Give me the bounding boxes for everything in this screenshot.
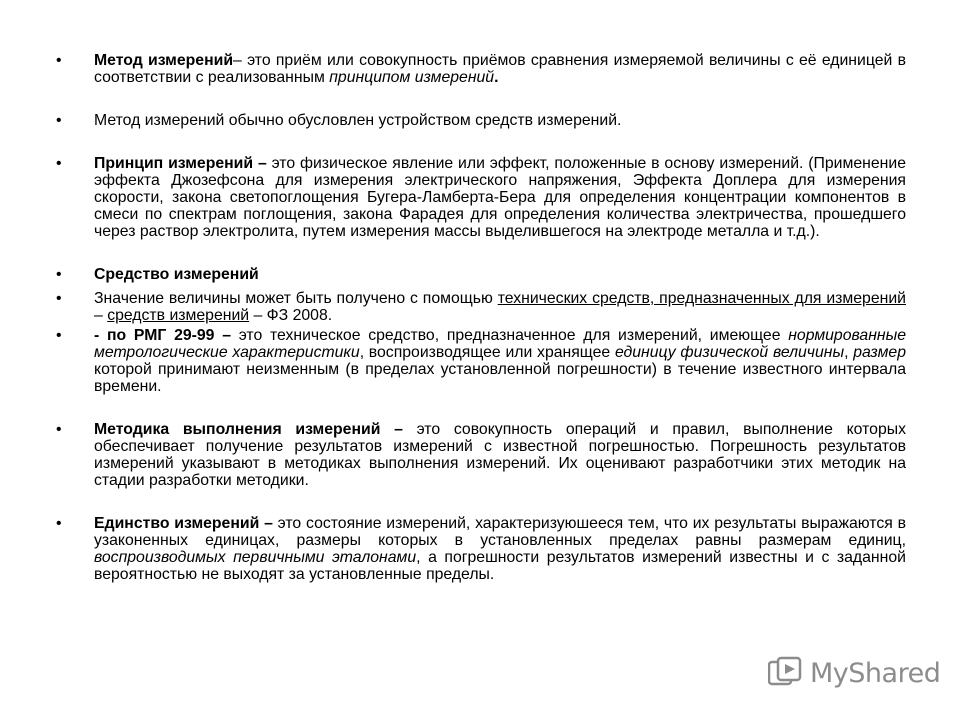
watermark-text: MyShared xyxy=(810,657,941,689)
item-text xyxy=(94,155,906,240)
text-run: которой принимают неизменным (в пределах установленной погрешности) в течение известного интервала времени. xyxy=(94,361,906,395)
bullet: • xyxy=(56,290,62,307)
definitions-list xyxy=(56,52,906,583)
item-method-note xyxy=(56,112,906,129)
text-run: – xyxy=(94,307,108,324)
text-run: это физическое явление или эффект, положенные в основу измерений. (Применение эффекта Джозефсона для измерения электрического напряжения, Эффекта Доплера для измерения скорости, закона светопоглощения Бугера-Ламберта-Бера для определения концентрации компонентов в смеси по спектрам поглощения, закона Фарадея для определения количества электричества, прошедшего через раствор электролита, путем измерения массы выделившегося на электроде металла и т.д.). xyxy=(94,155,906,240)
underlined-text: технических средств, предназначенных для измерений xyxy=(497,290,906,307)
bullet: • xyxy=(56,515,62,532)
bold-text: - по РМГ 29-99 – xyxy=(94,327,231,344)
bold-text: . xyxy=(494,69,499,86)
italic-text: нормированные метрологические характеристики xyxy=(94,327,906,361)
bold-text: Средство измерений xyxy=(94,266,259,283)
italic-text: воспроизводимых первичными эталонами xyxy=(94,549,417,566)
item-text xyxy=(94,421,906,489)
myshared-logo-icon xyxy=(768,656,804,690)
bold-text: Принцип измерений – xyxy=(94,155,267,172)
bullet: • xyxy=(56,155,62,172)
text-run: это совокупность операций и правил, выполнение которых обеспечивает получение результатов измерений с известной погрешностью. Погрешность результатов измерений указывают в методиках выполнения измерений. Их оценивают разработчики этих методик на стадии разработки методики. xyxy=(94,421,906,489)
text-run: Значение величины может быть получено с помощью xyxy=(94,290,498,307)
bullet: • xyxy=(56,327,62,344)
italic-text: размер xyxy=(853,344,906,361)
text-run: , xyxy=(844,344,854,361)
text-run: – это приём или совокупность приёмов сравнения измеряемой величины с её единицей в соответствии с реализованным xyxy=(94,52,906,86)
text-run: это состояние измерений, характеризуюшееся тем, что их результаты выражаются в узаконенных единицах, размеры которых в установленных пределах равны размерам единиц, xyxy=(94,515,906,549)
underlined-text: средств измерений xyxy=(107,307,250,324)
bullet: • xyxy=(56,112,62,129)
item-procedure xyxy=(56,421,906,489)
item-text xyxy=(94,266,259,283)
italic-text: принципом измерений xyxy=(329,69,495,86)
bold-text: Методика выполнения измерений – xyxy=(94,421,403,438)
item-method xyxy=(56,52,906,86)
text-run: , а погрешности результатов измерений известны и с заданной вероятностью не выходят за установленные пределы. xyxy=(94,549,906,583)
myshared-watermark xyxy=(768,656,940,690)
item-text xyxy=(94,112,621,129)
item-text xyxy=(94,290,906,324)
item-text xyxy=(94,327,906,395)
item-text xyxy=(94,515,906,583)
bold-text: Метод измерений xyxy=(94,52,234,69)
text-run: – ФЗ 2008. xyxy=(249,307,333,324)
text-run: Метод измерений обычно обусловлен устройством средств измерений. xyxy=(94,112,622,129)
bullet: • xyxy=(56,266,62,283)
item-text xyxy=(94,52,906,86)
italic-text: единицу физической величины xyxy=(614,344,845,361)
bold-text: Единство измерений – xyxy=(94,515,273,532)
item-uniformity xyxy=(56,515,906,583)
bullet: • xyxy=(56,421,62,438)
item-principle xyxy=(56,155,906,240)
text-run: , воспроизводящее или хранящее xyxy=(359,344,615,361)
text-run: это техническое средство, предназначенное для измерений, имеющее xyxy=(230,327,789,344)
item-means xyxy=(56,266,906,283)
item-rmg xyxy=(56,327,906,395)
item-means-value xyxy=(56,290,906,324)
bullet: • xyxy=(56,52,62,69)
